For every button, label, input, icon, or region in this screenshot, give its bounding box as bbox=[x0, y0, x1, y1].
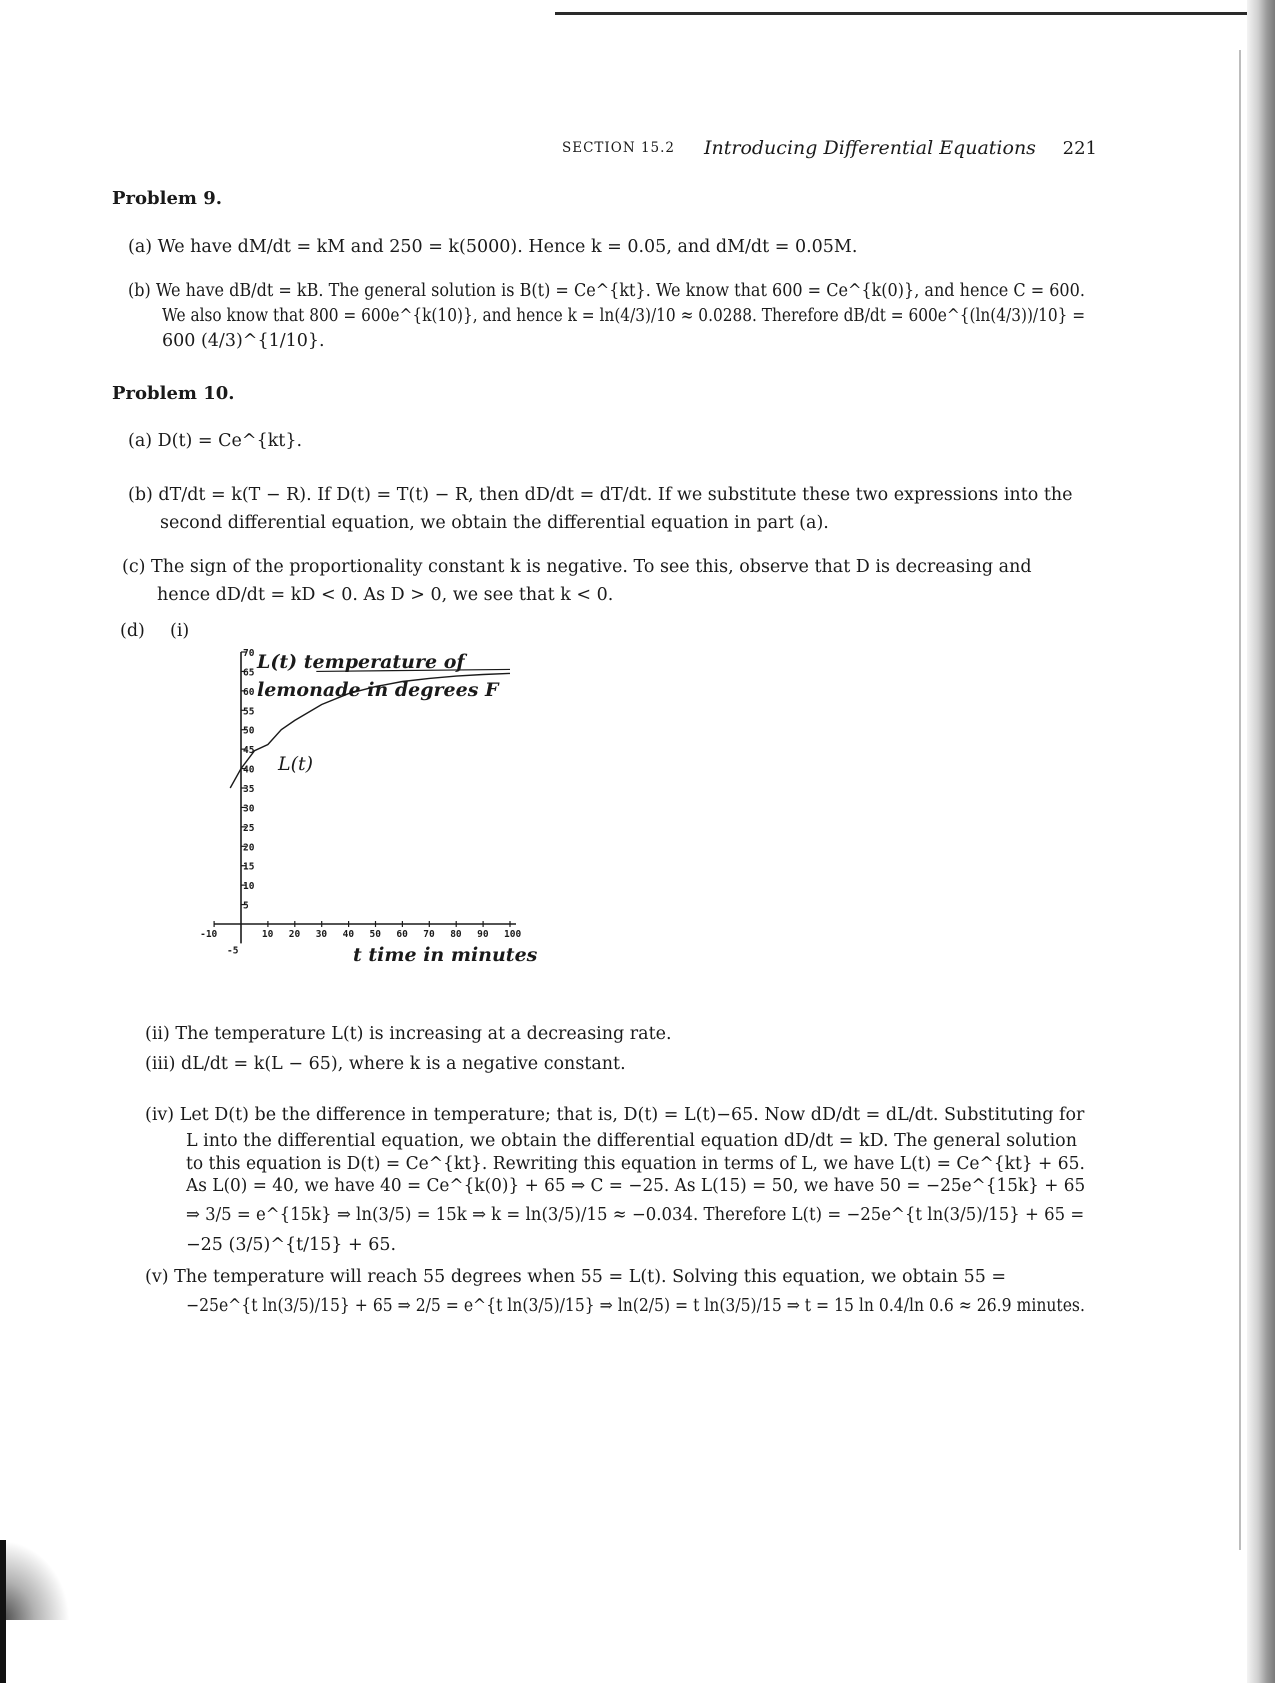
problem-9-heading: Problem 9. bbox=[112, 188, 223, 209]
scan-left-edge bbox=[0, 1540, 6, 1683]
y-tick-label: 10 bbox=[243, 881, 255, 893]
scan-gutter-line bbox=[1239, 50, 1241, 1550]
temperature-chart bbox=[175, 612, 538, 966]
x-tick-label: 40 bbox=[342, 929, 355, 940]
chart-title-line2: lemonade in degrees F bbox=[257, 679, 499, 701]
chart-title-line1: L(t) temperature of bbox=[257, 651, 465, 673]
x-tick-label: 100 bbox=[504, 929, 522, 940]
y-tick-label: 65 bbox=[243, 667, 255, 679]
y-tick-label: 35 bbox=[243, 784, 255, 795]
x-tick-label: 60 bbox=[396, 929, 408, 940]
problem-10-part-c-line1: (c) The sign of the proportionality constant k is negative. To see this, observe that D is decreasing and bbox=[122, 557, 1032, 577]
problem-10-part-d-v-line1: (v) The temperature will reach 55 degrees when 55 = L(t). Solving this equation, we obtain 55 = bbox=[145, 1267, 1007, 1287]
x-tick-label: 70 bbox=[423, 929, 435, 940]
y-tick-label: 25 bbox=[243, 822, 255, 834]
problem-10-part-b-line1: (b) dT/dt = k(T − R). If D(t) = T(t) − R, then dD/dt = dT/dt. If we substitute these two expressions into the bbox=[128, 485, 1073, 505]
chart-curve-label: L(t) bbox=[278, 753, 314, 775]
problem-9-part-a: (a) We have dM/dt = kM and 250 = k(5000). Hence k = 0.05, and dM/dt = 0.05M. bbox=[128, 237, 858, 257]
problem-10-part-b-line2: second differential equation, we obtain the differential equation in part (a). bbox=[160, 513, 829, 533]
x-tick-label: 90 bbox=[477, 929, 489, 940]
problem-10-heading: Problem 10. bbox=[112, 383, 235, 404]
y-tick-label: 40 bbox=[243, 764, 255, 776]
problem-10-part-d-iv-line4: As L(0) = 40, we have 40 = Ce^{k(0)} + 65 ⇒ C = −25. As L(15) = 50, we have 50 = −25e^{15k} + 65 bbox=[186, 1176, 1086, 1196]
problem-9-part-b-line3: 600 (4/3)^{1/10}. bbox=[162, 331, 325, 351]
x-tick-label: 10 bbox=[261, 929, 274, 940]
y-tick-label: 30 bbox=[243, 803, 255, 815]
y-tick-label: 70 bbox=[243, 648, 255, 659]
problem-10-part-d-iv-line1: (iv) Let D(t) be the difference in temperature; that is, D(t) = L(t)−65. Now dD/dt = dL/dt. Substituting for bbox=[145, 1105, 1085, 1125]
page-number: 221 bbox=[1062, 138, 1097, 159]
scan-top-edge bbox=[555, 12, 1275, 15]
chapter-title: Introducing Differential Equations bbox=[704, 137, 1036, 159]
x-tick-label: 20 bbox=[288, 929, 301, 940]
problem-10-part-d-ii: (ii) The temperature L(t) is increasing at a decreasing rate. bbox=[145, 1024, 672, 1044]
problem-10-part-d-label: (d) bbox=[120, 621, 145, 641]
problem-10-part-d-iv-line6: −25 (3/5)^{t/15} + 65. bbox=[186, 1235, 397, 1255]
x-tick-label: 80 bbox=[450, 929, 462, 940]
problem-10-part-c-line2: hence dD/dt = kD < 0. As D > 0, we see that k < 0. bbox=[157, 585, 614, 605]
problem-10-part-d-iv-line5: ⇒ 3/5 = e^{15k} ⇒ ln(3/5) = 15k ⇒ k = ln(3/5)/15 ≈ −0.034. Therefore L(t) = −25e^{t ln(3/5)/15} + 65 = bbox=[186, 1205, 1085, 1225]
y-tick-label: 55 bbox=[243, 706, 255, 718]
problem-9-part-b-line2: We also know that 800 = 600e^{k(10)}, and hence k = ln(4/3)/10 ≈ 0.0288. Therefore dB/dt = 600e^{(ln(4/3))/10} = bbox=[162, 306, 1086, 326]
x-tick-label: 30 bbox=[315, 929, 328, 940]
problem-10-part-d-iv-line2: L into the differential equation, we obtain the differential equation dD/dt = kD. The general solution bbox=[186, 1131, 1077, 1151]
problem-10-part-d-iii: (iii) dL/dt = k(L − 65), where k is a negative constant. bbox=[145, 1054, 626, 1074]
y-tick-label: 45 bbox=[243, 745, 255, 757]
problem-10-part-d-iv-line3: to this equation is D(t) = Ce^{kt}. Rewriting this equation in terms of L, we have L(t) = Ce^{kt} + 65. bbox=[186, 1154, 1085, 1174]
y-tick-label: 20 bbox=[243, 842, 255, 854]
x-tick-label: -10 bbox=[200, 929, 218, 940]
y-tick-label: 50 bbox=[243, 725, 255, 737]
scan-right-shadow bbox=[1247, 0, 1275, 1683]
x-tick-label: 50 bbox=[369, 929, 381, 940]
problem-10-part-d-v-line2: −25e^{t ln(3/5)/15} + 65 ⇒ 2/5 = e^{t ln(3/5)/15} ⇒ ln(2/5) = t ln(3/5)/15 ⇒ t = 15 ln 0.4/ln 0.6 ≈ 26.9 minutes. bbox=[186, 1296, 1085, 1316]
y-tick-label: 5 bbox=[243, 900, 249, 912]
section-label: SECTION 15.2 bbox=[562, 140, 675, 156]
chart-x-axis-label: t time in minutes bbox=[353, 944, 538, 966]
problem-10-part-a: (a) D(t) = Ce^{kt}. bbox=[128, 431, 303, 451]
scan-corner-shadow bbox=[0, 1540, 70, 1620]
y-tick-label: 60 bbox=[243, 686, 255, 698]
y-tick-label: 15 bbox=[243, 861, 255, 873]
problem-10-part-d-i-label: (i) bbox=[170, 621, 190, 641]
problem-9-part-b-line1: (b) We have dB/dt = kB. The general solution is B(t) = Ce^{kt}. We know that 600 = Ce^{k(0)}, and hence C = 600. bbox=[128, 281, 1085, 301]
y-tick-label: -5 bbox=[227, 945, 239, 957]
